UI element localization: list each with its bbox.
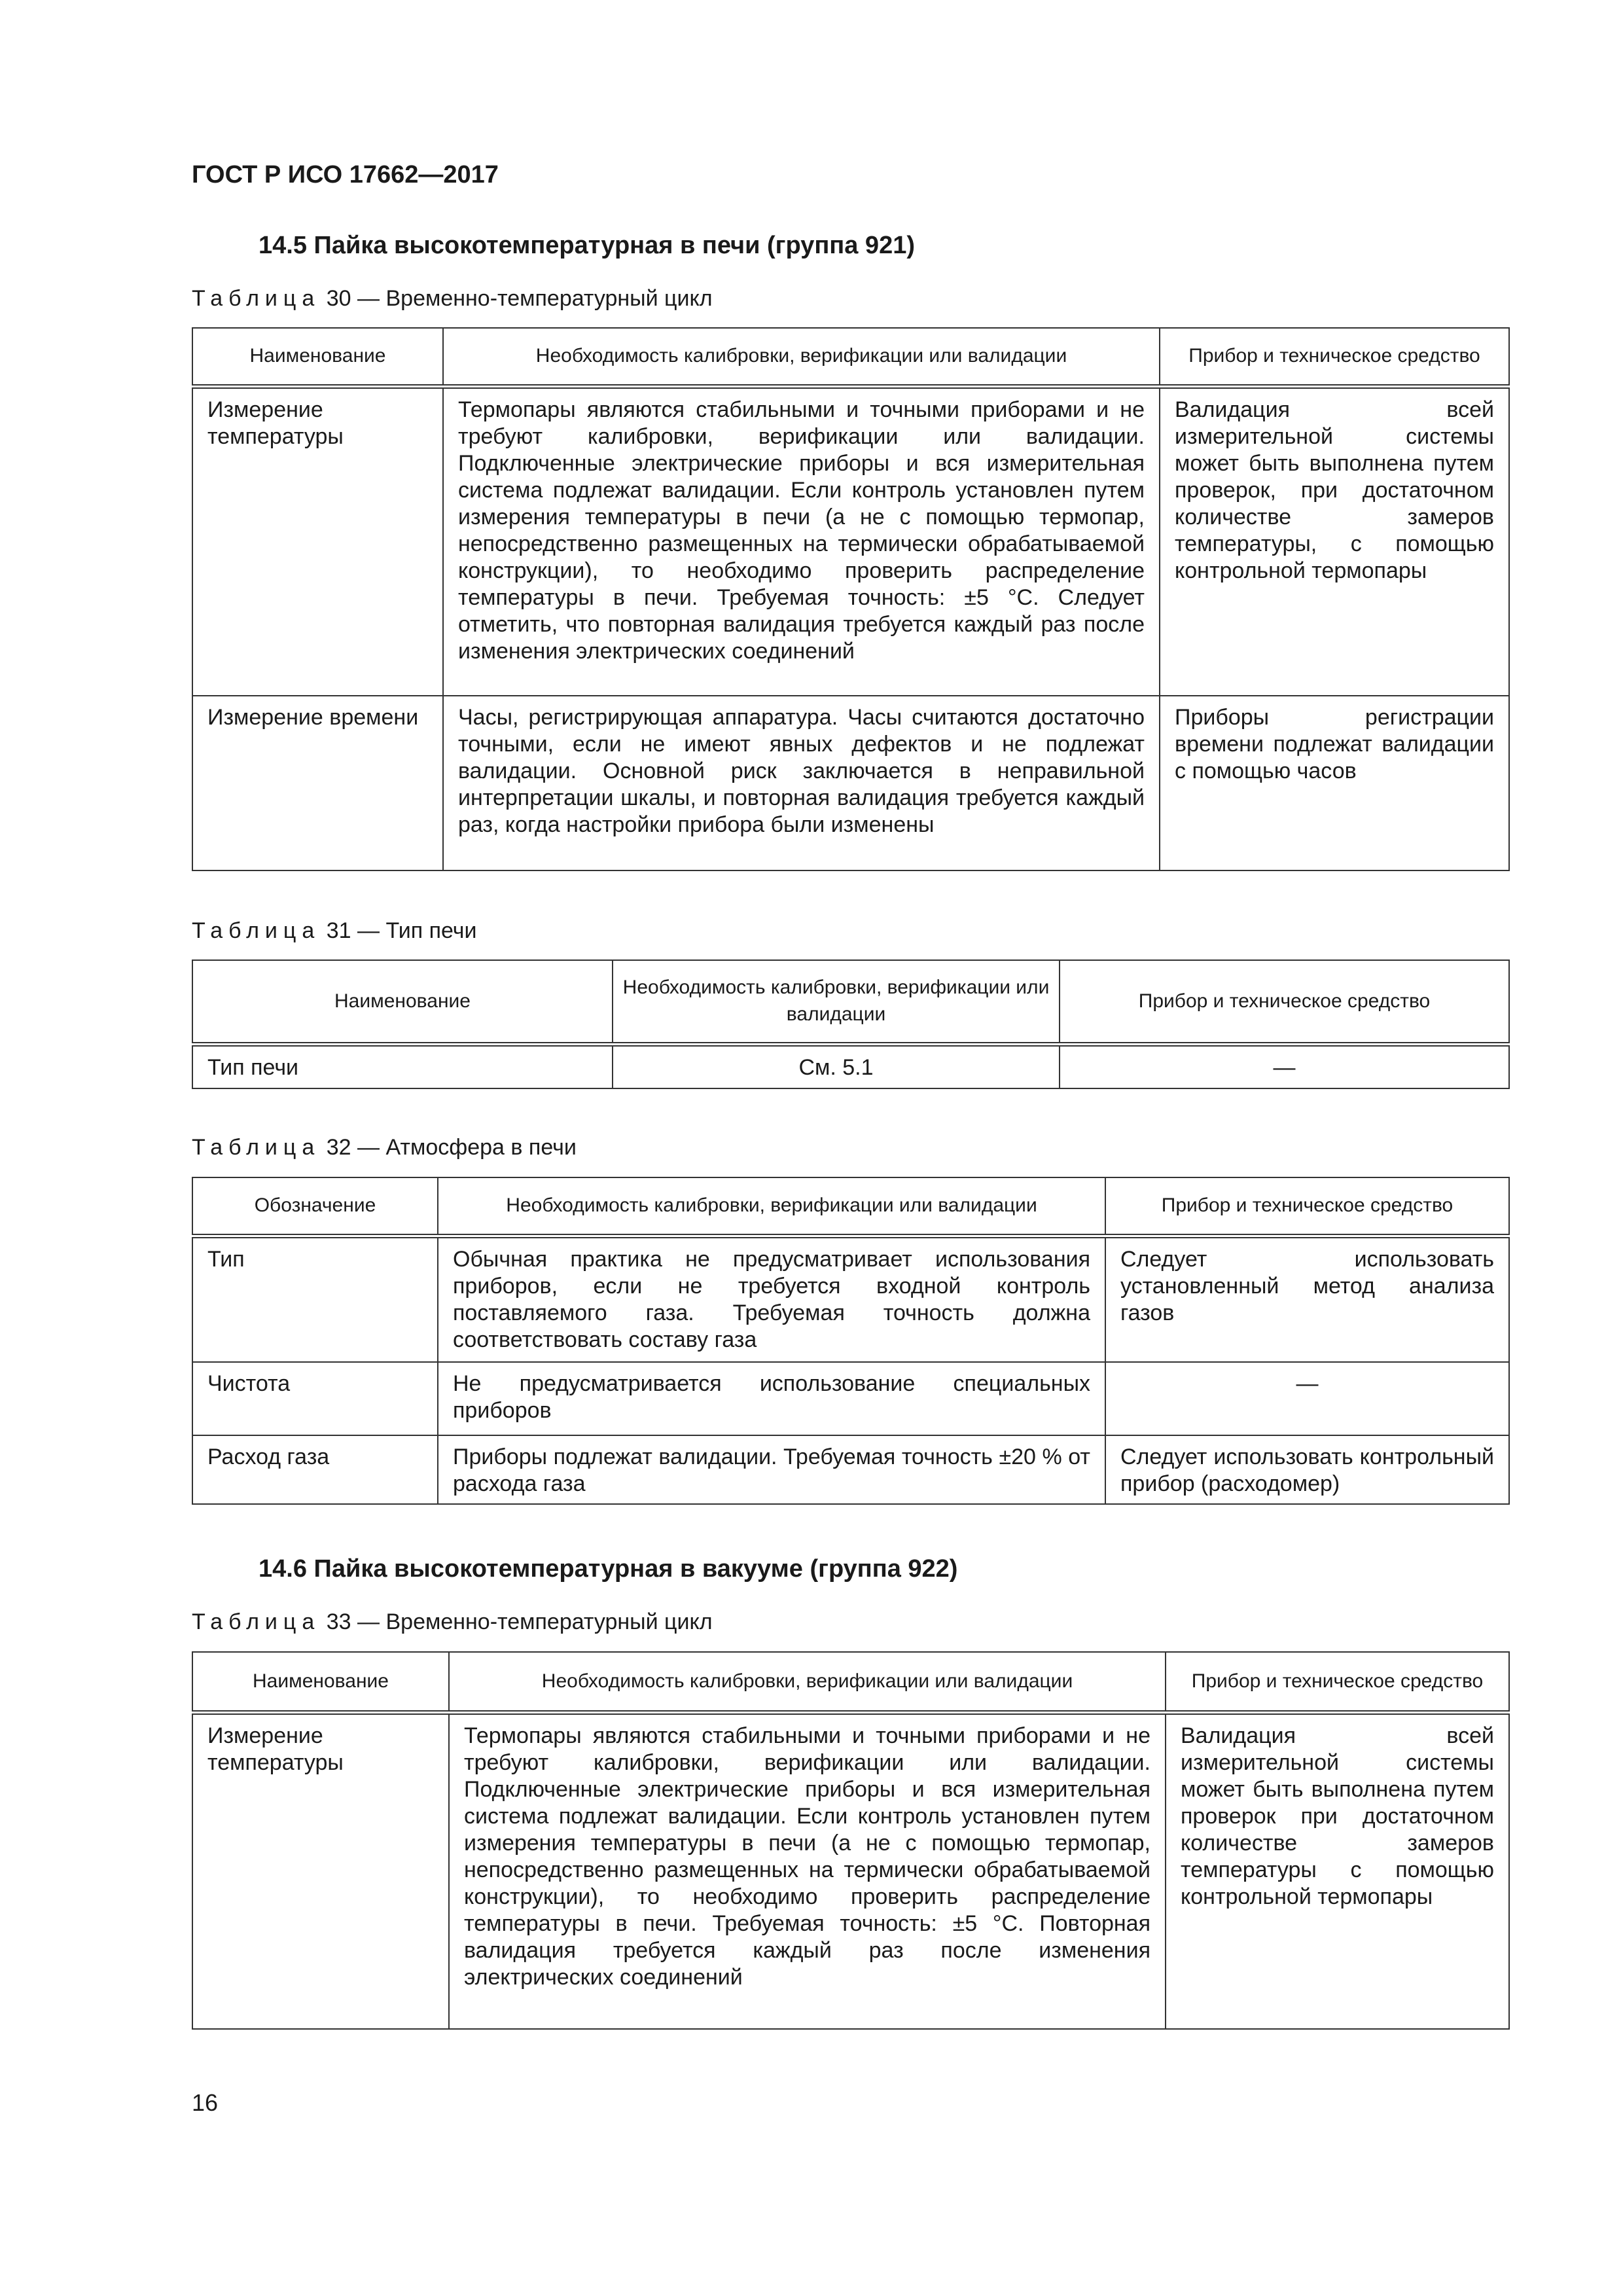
table-row — [192, 1044, 1509, 1088]
table-33-caption-text: 33 — Временно-температурный цикл — [326, 1609, 713, 1634]
document-code: ГОСТ Р ИСО 17662—2017 — [192, 161, 499, 188]
table-cell-tool: Следует использовать контрольный прибор (расходомер) — [1105, 1435, 1509, 1504]
table-31-caption — [192, 918, 477, 944]
table-30-caption — [192, 286, 713, 312]
table-cell-tool: — — [1060, 1044, 1509, 1088]
table-cell-need: Термопары являются стабильными и точными приборами и не требуют калибровки, верификации или валидации. Подключенные электрические приборы и вся измерительная система подлежат валидации. Если контроль установлен путем измерения температуры в печи (а не с помощью термопар, непосредственно размещенных на термически обрабатываемой конструкции), то необходимо проверить распределение температуры в печи. Требуемая точность: ±5 °С. Повторная валидация требуется каждый раз после изменения электрических соединений — [449, 1712, 1166, 2029]
table-32 — [192, 1177, 1510, 1505]
table-row — [192, 1435, 1509, 1504]
table-30-caption-text: 30 — Временно-температурный цикл — [326, 286, 713, 311]
table-row — [192, 1236, 1509, 1362]
table-31-header-tool: Прибор и техническое средство — [1060, 960, 1509, 1044]
table-33-header-tool: Прибор и техническое средство — [1166, 1652, 1509, 1712]
table-cell-tool: Валидация всей измерительной системы может быть выполнена путем проверок при достаточном количестве замеров температуры с помощью контрольной термопары — [1166, 1712, 1509, 2029]
table-cell-name: Тип печи — [192, 1044, 613, 1088]
section-14-6-heading: 14.6 Пайка высокотемпературная в вакууме (группа 922) — [259, 1555, 958, 1583]
table-30-header-name: Наименование — [192, 328, 443, 386]
table-33-header-name: Наименование — [192, 1652, 449, 1712]
table-30 — [192, 327, 1510, 871]
table-row — [192, 1712, 1509, 2029]
table-row — [192, 696, 1509, 870]
table-cell-need: Не предусматривается использование специальных приборов — [438, 1362, 1105, 1435]
table-31-header-name: Наименование — [192, 960, 613, 1044]
table-cell-need: Часы, регистрирующая аппаратура. Часы считаются достаточно точными, если не имеют явных дефектов и не подлежат валидации. Основной риск заключается в неправильной интерпретации шкалы, и повторная валидация требуется каждый раз, когда настройки прибора были изменены — [443, 696, 1160, 870]
table-32-header-need: Необходимость калибровки, верификации или валидации — [438, 1177, 1105, 1236]
table-31 — [192, 960, 1510, 1089]
table-31-caption-text: 31 — Тип печи — [326, 918, 477, 943]
table-cell-tool: Валидация всей измерительной системы может быть выполнена путем проверок, при достаточном количестве замеров температуры, с помощью контрольной термопары — [1160, 386, 1509, 696]
table-32-caption-text: 32 — Атмосфера в печи — [326, 1135, 577, 1160]
table-cell-tool: Приборы регистрации времени подлежат валидации с помощью часов — [1160, 696, 1509, 870]
page-number: 16 — [192, 2089, 219, 2116]
table-30-header-tool: Прибор и техническое средство — [1160, 328, 1509, 386]
table-cell-need: Обычная практика не предусматривает использования приборов, если не требуется входной контроль поставляемого газа. Требуемая точность должна соответствовать составу газа — [438, 1236, 1105, 1362]
table-33-header-need: Необходимость калибровки, верификации или валидации — [449, 1652, 1166, 1712]
table-32-header-tool: Прибор и техническое средство — [1105, 1177, 1509, 1236]
table-cell-name: Измерение температуры — [192, 1712, 449, 2029]
table-cell-name: Чистота — [192, 1362, 438, 1435]
table-33-caption — [192, 1609, 713, 1635]
table-30-header-need: Необходимость калибровки, верификации или валидации — [443, 328, 1160, 386]
table-33-caption-label: Таблица — [192, 1609, 321, 1634]
table-32-caption-label: Таблица — [192, 1135, 321, 1160]
table-cell-name: Измерение температуры — [192, 386, 443, 696]
table-cell-name: Расход газа — [192, 1435, 438, 1504]
table-cell-tool: Следует использовать установленный метод анализа газов — [1105, 1236, 1509, 1362]
table-cell-need: См. 5.1 — [613, 1044, 1060, 1088]
table-row — [192, 1362, 1509, 1435]
table-31-header-need: Необходимость калибровки, верификации или валидации — [613, 960, 1060, 1044]
table-32-header-name: Обозначение — [192, 1177, 438, 1236]
table-cell-need: Термопары являются стабильными и точными приборами и не требуют калибровки, верификации или валидации. Подключенные электрические приборы и вся измерительная система подлежат валидации. Если контроль установлен путем измерения температуры в печи (а не с помощью термопар, непосредственно размещенных на термически обрабатываемой конструкции), то необходимо проверить распределение температуры в печи. Требуемая точность: ±5 °С. Следует отметить, что повторная валидация требуется каждый раз после изменения электрических соединений — [443, 386, 1160, 696]
table-cell-need: Приборы подлежат валидации. Требуемая точность ±20 % от расхода газа — [438, 1435, 1105, 1504]
table-cell-tool: — — [1105, 1362, 1509, 1435]
table-30-caption-label: Таблица — [192, 286, 321, 311]
table-row — [192, 386, 1509, 696]
table-31-caption-label: Таблица — [192, 918, 321, 943]
section-14-5-heading: 14.5 Пайка высокотемпературная в печи (группа 921) — [259, 232, 915, 259]
table-32-caption — [192, 1135, 577, 1160]
table-cell-name: Измерение времени — [192, 696, 443, 870]
table-cell-name: Тип — [192, 1236, 438, 1362]
table-33 — [192, 1651, 1510, 2030]
